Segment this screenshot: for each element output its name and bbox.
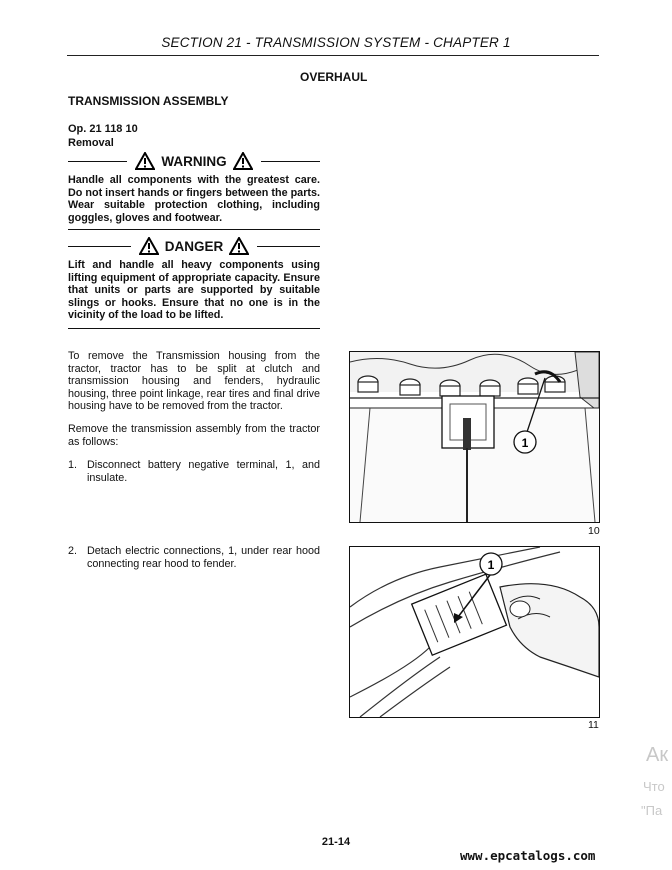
callout-label: 1 — [487, 558, 495, 572]
danger-label: DANGER — [164, 238, 224, 254]
operation-number: Op. 21 118 10 — [68, 123, 138, 135]
watermark-line-2: Что — [643, 779, 665, 794]
warning-header — [68, 152, 320, 170]
connector-illustration — [350, 547, 599, 717]
page-number: 21-14 — [321, 836, 351, 848]
warning-bottom-rule — [68, 229, 320, 230]
step-text: Detach electric connections, 1, under rear hood connecting rear hood to fender. — [87, 545, 320, 570]
step-2 — [68, 545, 320, 570]
step-number: 2. — [68, 545, 78, 557]
figure-11-electric-connection — [349, 546, 600, 718]
danger-triangle-icon — [229, 237, 249, 255]
figure-number: 10 — [588, 525, 600, 537]
step-1 — [68, 459, 320, 484]
warning-right-rule — [261, 161, 320, 162]
danger-left-rule — [68, 246, 131, 247]
warning-triangle-icon — [233, 152, 253, 170]
header-rule — [67, 55, 599, 56]
remove-instruction: Remove the transmission assembly from the tractor as follows: — [68, 423, 320, 448]
danger-text: Lift and handle all heavy components using lifting equipment of appropriate capacity. Ensure that units or parts are supported by suitable slings or hooks. Ensure that no one is in the vicinity of the load to be lifted. — [68, 259, 320, 322]
danger-bottom-rule — [68, 328, 320, 329]
operation-block — [68, 122, 138, 150]
operation-name: Removal — [68, 137, 114, 149]
battery-illustration — [350, 352, 599, 522]
warning-triangle-icon — [135, 152, 155, 170]
danger-header — [68, 237, 320, 255]
figure-10-battery-terminal — [349, 351, 600, 523]
callout-label: 1 — [521, 436, 529, 450]
section-heading-overhaul: OVERHAUL — [300, 70, 368, 84]
intro-paragraph: To remove the Transmission housing from the tractor, tractor has to be split at clutch and transmission housing and fenders, hydraulic housing, three point linkage, rear tires and final drive housing have to be removed from the tractor. — [68, 350, 320, 413]
subsection-heading: TRANSMISSION ASSEMBLY — [68, 94, 229, 108]
danger-triangle-icon — [139, 237, 159, 255]
warning-label: WARNING — [161, 153, 227, 169]
watermark-line-1: Ак — [646, 744, 669, 766]
step-number: 1. — [68, 459, 78, 471]
figure-number: 11 — [588, 719, 599, 731]
danger-right-rule — [257, 246, 320, 247]
website-link[interactable]: www.epcatalogs.com — [460, 848, 596, 863]
watermark-line-3: "Па — [641, 803, 663, 818]
step-text: Disconnect battery negative terminal, 1, and insulate. — [87, 459, 320, 484]
page-header-title: SECTION 21 - TRANSMISSION SYSTEM - CHAPTER 1 — [161, 35, 511, 50]
warning-left-rule — [68, 161, 127, 162]
warning-text: Handle all components with the greatest care. Do not insert hands or fingers between the parts. Wear suitable protection clothing, including goggles, gloves and footwear. — [68, 174, 320, 224]
